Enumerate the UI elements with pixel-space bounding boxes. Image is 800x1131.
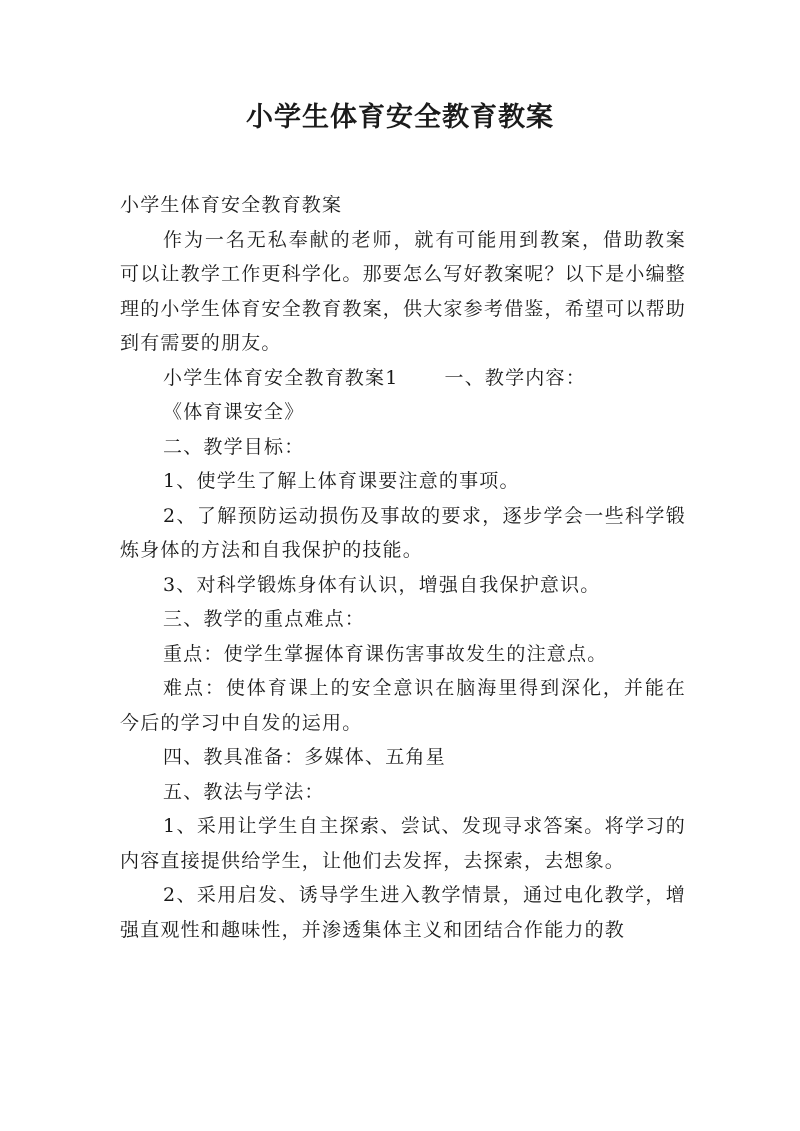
intro-paragraph: 作为一名无私奉献的老师，就有可能用到教案，借助教案可以让教学工作更科学化。那要怎么写好教案呢？以下是小编整理的小学生体育安全教育教案，供大家参考借鉴，希望可以帮助到有需要的朋友。 (120, 228, 686, 354)
document-body (120, 188, 686, 947)
goal-3: 3、对科学锻炼身体有认识，增强自我保护意识。 (163, 573, 601, 596)
subtitle: 小学生体育安全教育教案 (120, 194, 343, 216)
goal-1: 1、使学生了解上体育课要注意的事项。 (163, 470, 520, 492)
key-point: 重点：使学生掌握体育课伤害事故发生的注意点。 (163, 642, 608, 665)
materials-line: 四、教具准备：多媒体、五角星 (163, 746, 446, 768)
document-title: 小学生体育安全教育教案 (246, 102, 554, 133)
methods-heading: 五、教法与学法： (163, 780, 325, 803)
key-points-heading: 三、教学的重点难点： (163, 608, 366, 630)
difficult-point: 难点：使体育课上的安全意识在脑海里得到深化，并能在今后的学习中自发的运用。 (120, 677, 686, 734)
course-name: 《体育课安全》 (163, 401, 305, 423)
section-heading: 小学生体育安全教育教案1 (163, 366, 399, 389)
goal-2: 2、了解预防运动损伤及事故的要求，逐步学会一些科学锻炼身体的方法和自我保护的技能。 (120, 504, 686, 561)
goals-heading: 二、教学目标： (163, 435, 305, 458)
method-1: 1、采用让学生自主探索、尝试、发现寻求答案。将学习的内容直接提供给学生，让他们去发挥，去探索，去想象。 (120, 815, 686, 872)
teaching-content-heading: 一、教学内容： (444, 366, 586, 389)
method-2: 2、采用启发、诱导学生进入教学情景，通过电化教学，增强直观性和趣味性，并渗透集体主义和团结合作能力的教 (120, 884, 686, 941)
section-heading-line (120, 361, 686, 396)
